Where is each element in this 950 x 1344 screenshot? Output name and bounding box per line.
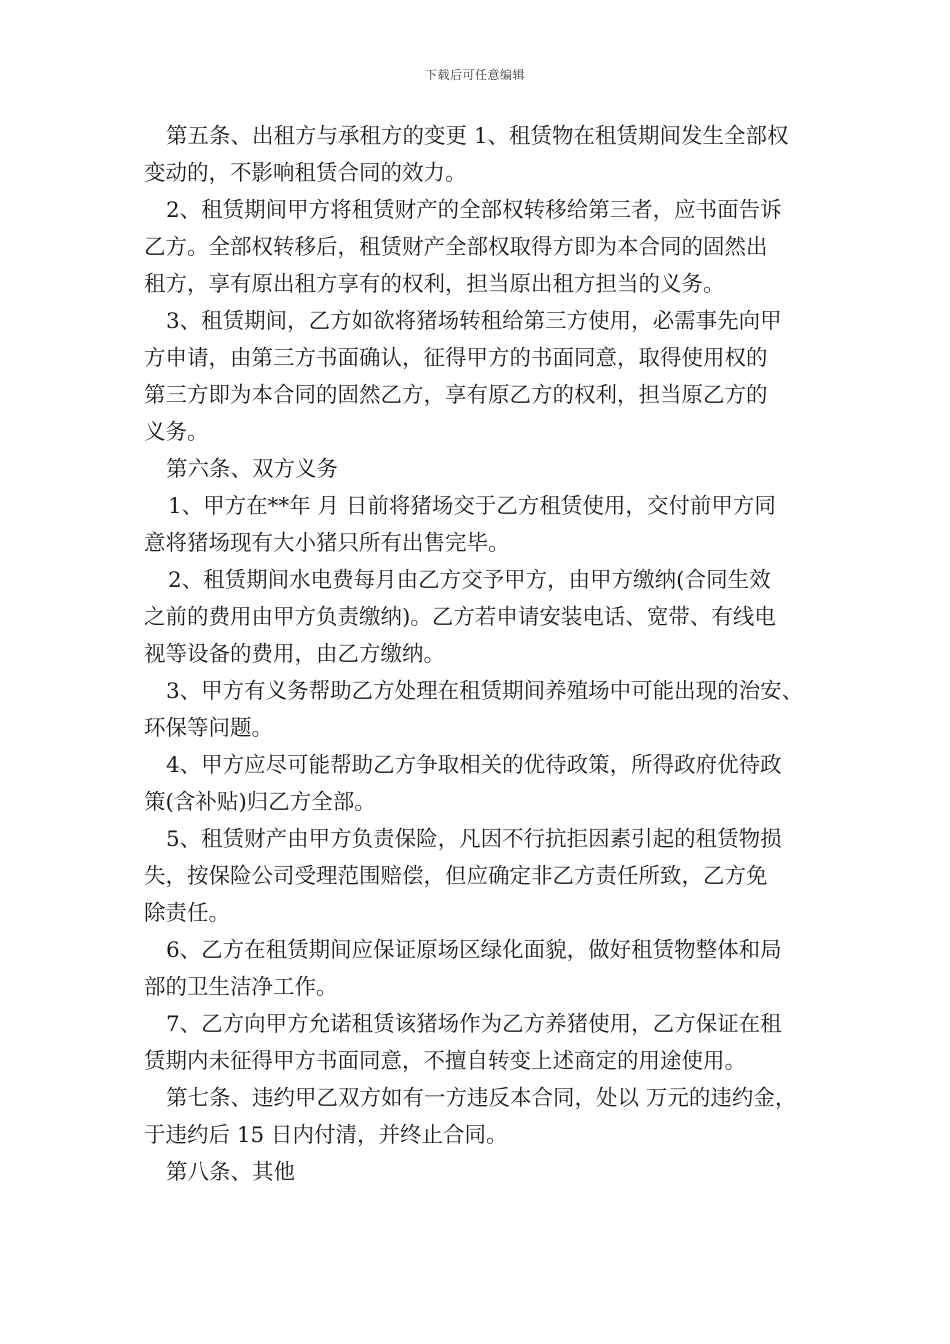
text-line: 变动的，不影响租赁合同的效力。 bbox=[144, 161, 467, 186]
text-line: 第三方即为本合同的固然乙方，享有原乙方的权利，担当原乙方的 bbox=[144, 383, 768, 408]
paragraph bbox=[144, 1006, 812, 1080]
paragraph bbox=[144, 303, 812, 451]
text-line: 6、乙方在租赁期间应保证原场区绿化面貌，做好租赁物整体和局 bbox=[166, 938, 782, 963]
paragraph bbox=[144, 747, 812, 821]
text-line: 2、租赁期间甲方将租赁财产的全部权转移给第三者，应书面告诉 bbox=[166, 198, 782, 223]
text-line: 意将猪场现有大小猪只所有出售完毕。 bbox=[144, 531, 510, 556]
text-line: 4、甲方应尽可能帮助乙方争取相关的优待政策，所得政府优待政 bbox=[166, 753, 782, 778]
paragraph bbox=[144, 118, 812, 192]
text-line: 租方，享有原出租方享有的权利，担当原出租方担当的义务。 bbox=[144, 272, 725, 297]
text-line: 赁期内未征得甲方书面同意，不擅自转变上述商定的用途使用。 bbox=[144, 1049, 747, 1074]
text-line: 方申请，由第三方书面确认，征得甲方的书面同意，取得使用权的 bbox=[144, 346, 768, 371]
paragraph bbox=[144, 932, 812, 1006]
text-line: 7、乙方向甲方允诺租赁该猪场作为乙方养猪使用，乙方保证在租 bbox=[166, 1012, 782, 1037]
text-line: 第六条、双方义务 bbox=[166, 457, 339, 482]
paragraph bbox=[144, 451, 812, 488]
paragraph bbox=[144, 562, 812, 673]
text-line: 部的卫生洁净工作。 bbox=[144, 975, 338, 1000]
text-line: 义务。 bbox=[144, 420, 209, 445]
text-line: 3、甲方有义务帮助乙方处理在租赁期间养殖场中可能出现的治安、 bbox=[166, 679, 804, 704]
paragraph bbox=[144, 1154, 812, 1191]
document-body bbox=[144, 118, 812, 1191]
paragraph bbox=[144, 192, 812, 303]
text-line: 视等设备的费用，由乙方缴纳。 bbox=[144, 642, 446, 667]
page-header: 下载后可任意编辑 bbox=[424, 68, 525, 82]
text-line: 第八条、其他 bbox=[166, 1160, 296, 1185]
text-line: 乙方。全部权转移后，租赁财产全部权取得方即为本合同的固然出 bbox=[144, 235, 768, 260]
text-line: 第七条、违约甲乙双方如有一方违反本合同，处以 万元的违约金， bbox=[166, 1086, 797, 1111]
text-line: 1、甲方在**年 月 日前将猪场交于乙方租赁使用，交付前甲方同 bbox=[168, 494, 776, 519]
text-line: 5、租赁财产由甲方负责保险，凡因不行抗拒因素引起的租赁物损 bbox=[166, 827, 782, 852]
text-line: 除责任。 bbox=[144, 901, 231, 926]
paragraph bbox=[144, 673, 812, 747]
text-line: 第五条、出租方与承租方的变更 1、租赁物在租赁期间发生全部权 bbox=[166, 124, 789, 149]
text-line: 3、租赁期间，乙方如欲将猪场转租给第三方使用，必需事先向甲 bbox=[166, 309, 782, 334]
text-line: 策(含补贴)归乙方全部。 bbox=[144, 790, 376, 815]
text-line: 失，按保险公司受理范围赔偿，但应确定非乙方责任所致，乙方免 bbox=[144, 864, 768, 889]
paragraph bbox=[144, 1080, 812, 1154]
paragraph bbox=[144, 821, 812, 932]
paragraph bbox=[144, 488, 812, 562]
text-line: 于违约后 15 日内付清，并终止合同。 bbox=[144, 1123, 508, 1148]
text-line: 环保等问题。 bbox=[144, 716, 274, 741]
text-line: 之前的费用由甲方负责缴纳)。乙方若申请安装电话、宽带、有线电 bbox=[144, 605, 776, 630]
text-line: 2、租赁期间水电费每月由乙方交予甲方，由甲方缴纳(合同生效 bbox=[168, 568, 771, 593]
